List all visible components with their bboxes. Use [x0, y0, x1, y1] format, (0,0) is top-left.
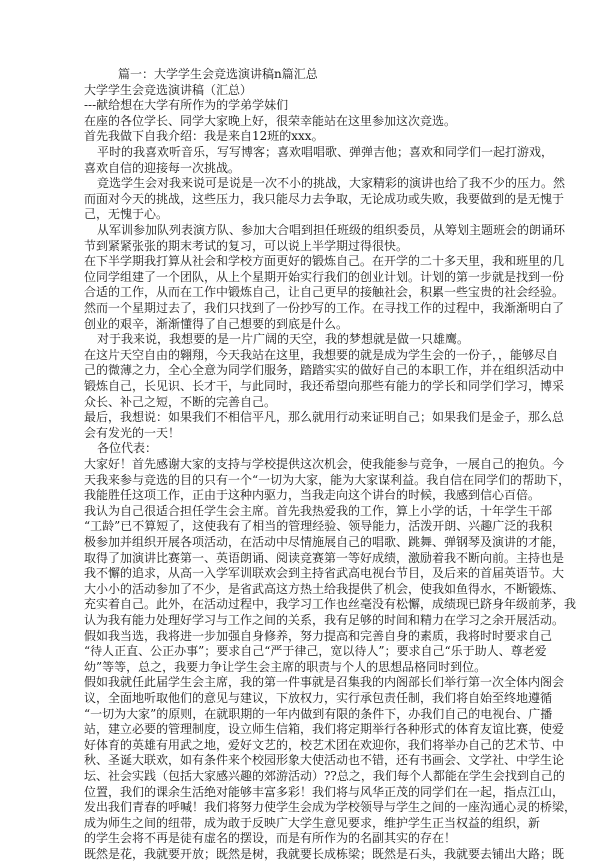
text-line: 竞选学生会对我来说可是说是一次不小的挑战，大家精彩的演讲也给了我不少的压力。然: [97, 176, 566, 191]
text-line: 平时的我喜欢听音乐，写写博客；喜欢唱唱歌、弹弹吉他；喜欢和同学们一起打游戏，: [97, 145, 554, 159]
text-line: 从军训参加队列表演方队、参加大合唱到担任班级的组织委员，从筹划主题班会的朗诵环: [97, 223, 566, 237]
text-line: 篇一：大学学生会竞选演讲稿n篇汇总: [118, 67, 318, 81]
text-line: 大小小的活动参加了不少，是省武高这方热土给我提供了机会，使我如鱼得水，不断锻炼、: [84, 581, 565, 596]
text-line: 假如我当选，我将进一步加强自身修养，努力提高和完善自身的素质，我将时时要求自己: [84, 628, 553, 643]
text-line: 在座的各位学长、同学大家晚上好，很荣幸能站在这里参加这次竞选。: [84, 113, 457, 128]
text-line: 锻炼自己，长见识、长才干，与此同时，我还希望向那些有能力的学长和同学们学习，博采: [84, 379, 565, 393]
text-line: “待人正直、公正办事”；要求自己“严于律己，宽以待人”；要求自己“乐于助人、尊老爱: [84, 644, 547, 659]
text-line: 而面对今天的挑战，这些压力，我只能尽力去争取，无论成功或失败，我要做到的是无愧于: [84, 191, 565, 206]
text-line: 认为我有能力处理好学习与工作之间的关系，我有足够的时间和精力在学习之余开展活动。: [84, 613, 565, 627]
text-line: 的学生会将不再是徒有虚名的摆设，而是有所作为的名副其实的存在！: [84, 831, 457, 846]
text-line: 好体育的英雄有用武之地，爱好文艺的，校艺术团在欢迎你，我们将举办自己的艺术节、中: [84, 737, 565, 752]
text-line: “工龄”已不算短了，这使我有了相当的管理经验、领导能力，活泼开朗、兴趣广泛的我积: [84, 519, 553, 534]
text-line: “一切为大家”的原则，在就职期的一年内做到有限的条件下，办我们自己的电视台、广播: [84, 706, 553, 721]
text-line: 既然是花，我就要开放；既然是树，我就要长成栋梁；既然是石头，我就要去铺出大路；既: [84, 847, 565, 861]
text-line: 己，无愧于心。: [84, 207, 169, 222]
text-line: 众长、补己之短，不断的完善自己。: [84, 394, 277, 409]
text-line: 坛、社会实践（包括大家感兴趣的郊游活动）??总之，我们每个人都能在学生会找到自己的: [84, 769, 565, 783]
text-line: 秋、圣诞大联欢，如有条件来个校园形象大使活动也不错，还有书画会、文学社、中学生论: [84, 753, 565, 768]
text-line: 各位代表：: [97, 441, 158, 456]
text-line: 节到紧紧张张的期末考试的复习，可以说上半学期过得很快。: [84, 238, 409, 253]
text-line: 对于我来说，我想要的是一片广阔的天空，我的梦想就是做一只雄鹰。: [97, 332, 470, 347]
text-line: 充实着自己。此外，在活动过程中，我学习工作也丝毫没有松懈，成绩现已跻身年级前茅，我: [84, 597, 577, 612]
text-line: 己的微薄之力，全心全意为同学们服务，踏踏实实的做好自己的本职工作，并在组织活动中: [84, 363, 565, 378]
text-line: 最后，我想说：如果我们不相信平凡，那么就用行动来证明自己；如果我们是金子，那么总: [84, 410, 565, 425]
text-line: 然而一个星期过去了，我们只找到了一份抄写的工作。在寻找工作的过程中，我渐渐明白了: [84, 301, 565, 315]
text-line: 取得了加演讲比赛第一、英语朗诵、阅读竞赛第一等好成绩，激励着我不断向前。主持也是: [84, 550, 565, 565]
text-line: 位置，我们的课余生活绝对能够丰富多彩！我们将与风华正茂的同学们在一起，指点江山，: [84, 784, 565, 799]
text-line: 在下半学期我打算从社会和学校方面更好的锻炼自己。在开学的二十多天里，我和班里的几: [84, 254, 565, 269]
text-line: 喜欢自信的迎接每一次挑战。: [84, 160, 241, 175]
text-line: 创业的艰辛，渐渐懂得了自己想要的到底是什么。: [84, 316, 349, 331]
text-line: 我能胜任这项工作，正由于这种内驱力，当我走向这个讲台的时候，我感到信心百倍。: [84, 488, 541, 503]
text-line: 幼”等等，总之，我要力争让学生会主席的职责与个人的思想品格同时到位。: [84, 659, 487, 674]
text-line: 成为师生之间的纽带，成为敢于反映广大学生意见要求，维护学生正当权益的组织，新: [84, 815, 541, 830]
text-line: 极参加并组织开展各项活动，在活动中尽情施展自己的唱歌、跳舞、弹钢琴及演讲的才能，: [84, 535, 565, 549]
text-line: 我不懈的追求，从高一入学军训联欢会到主持省武高电视台节目，及后来的首届英语节。大: [84, 566, 565, 581]
text-line: 天我来参与竞选的目的只有一个“一切为大家，能为大家谋利益。我自信在同学们的帮助下，: [84, 472, 571, 487]
text-line: 我认为自己很适合担任学生会主席。首先我热爱我的工作，算上小学的话，十年学生干部: [84, 503, 553, 518]
text-line: ---献给想在大学有所作为的学弟学妹们: [84, 98, 289, 113]
text-line: 合适的工作，从而在工作中锻炼自己，让自己更早的接触社会，积累一些宝贵的社会经验。: [84, 285, 565, 300]
text-line: 位同学组建了一个团队，从上个星期开始实行我们的创业计划。计划的第一步就是找到一份: [84, 269, 565, 284]
text-line: 会有发光的一天！: [84, 425, 181, 440]
text-line: 议，全面地听取他们的意见与建议，下放权力，实行承包责任制，我们将自始至终地遵循: [84, 691, 553, 705]
text-line: 假如我就任此届学生会主席，我的第一件事就是召集我的内阁部长们举行第一次全体内阁会: [84, 675, 565, 690]
text-line: 大学学生会竞选演讲稿（汇总）: [84, 82, 253, 97]
text-line: 首先我做下自我介绍：我是来自12班的xxx。: [84, 129, 324, 144]
text-line: 在这片天空自由的翱翔，今天我站在这里，我想要的就是成为学生会的一份子，，能够尽自: [84, 347, 559, 362]
text-line: 大家好！首先感谢大家的支持与学校提供这次机会，使我能参与竞争，一展自己的抱负。今: [84, 457, 565, 471]
text-line: 发出我们青春的呼喊！我们将努力使学生会成为学校领导与学生之间的一座沟通心灵的桥梁，: [84, 800, 577, 815]
text-line: 站，建立必要的管理制度，设立师生信箱，我们将定期举行各种形式的体育友谊比赛，使爱: [84, 722, 565, 737]
